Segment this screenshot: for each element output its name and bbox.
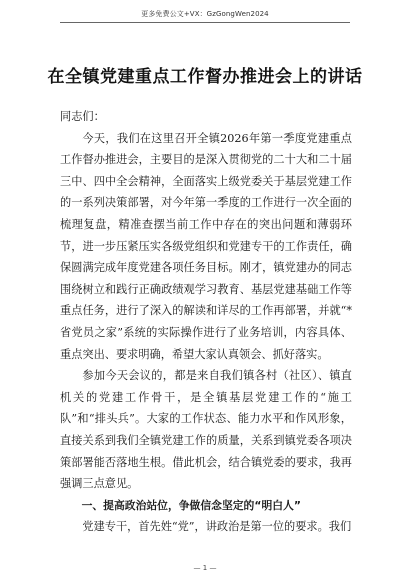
- body-paragraph-3: 党建专干，首先姓“党”，讲政治是第一位的要求。我们: [82, 520, 352, 534]
- page-number: — 1 —: [193, 564, 217, 572]
- salutation: 同志们：: [60, 110, 105, 123]
- document-body: [60, 106, 352, 538]
- section-heading-1: 一、提高政治站位，争做信念坚定的“明白人”: [81, 498, 301, 512]
- header-divider: [60, 22, 350, 23]
- document-title: 在全镇党建重点工作督办推进会上的讲话: [47, 67, 363, 87]
- body-paragraph-1: 今天，我们在这里召开全镇2026年第一季度党建重点工作督办推进会，主要目的是深入贯彻党的二十大和二十届三中、四中全会精神，全面落实上级党委关于基层党建工作的一系列决策部署，对今年第一季度的工作进行一次全面的梳理复盘，精准查摆当前工作中存在的突出问题和薄弱环节，进一步压紧压实各级党组织和党建专干的工作责任，确保圆满完成年度党建各项任务目标。刚才，镇党建办的同志围绕树立和践行正确政绩观学习教育、基层党建基础工作等重点任务，进行了深入的解读和详尽的工作再部署，并就“*省党员之家”系统的实际操作进行了业务培训，内容具体、重点突出、要求明确，希望大家认真领会、抓好落实。: [60, 131, 352, 361]
- body-paragraph-2: 参加今天会议的，都是来自我们镇各村（社区）、镇直机关的党建工作骨干，是全镇基层党建工作的“施工队”和“排头兵”。大家的工作状态、能力水平和作风形象，直接关系到我们全镇党建工作的质量，关系到镇党委各项决策部署能否落地生根。借此机会，结合镇党委的要求，我再强调三点意见。: [60, 369, 352, 491]
- header-note: 更多免费公文+VX：GzGongWen2024: [141, 10, 269, 18]
